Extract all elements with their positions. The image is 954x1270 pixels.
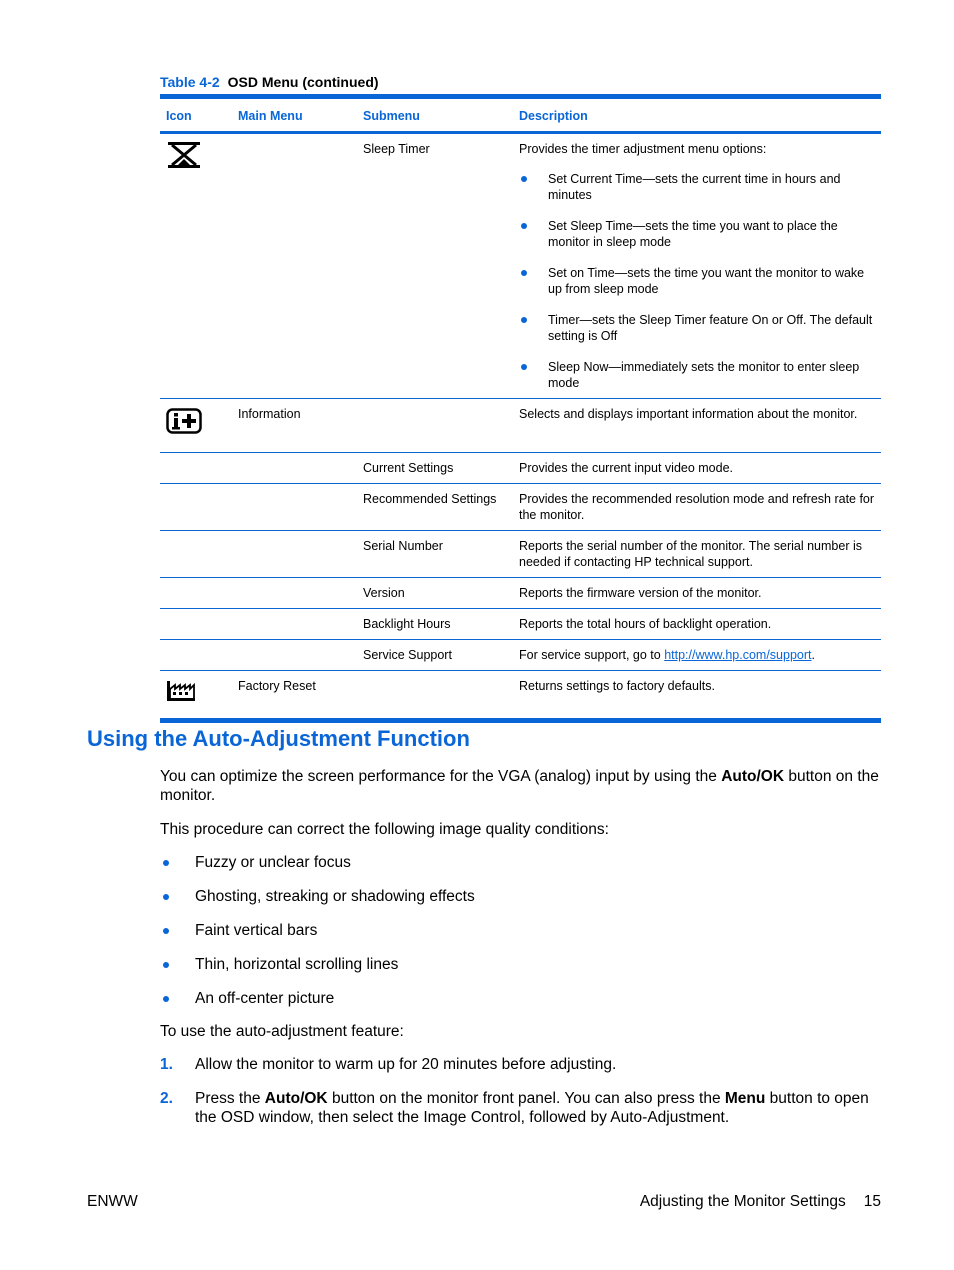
table-row-factory-reset [160,671,881,721]
submenu-sleep-timer: Sleep Timer [363,142,430,156]
footer-chapter: Adjusting the Monitor Settings [639,1193,846,1210]
main-menu-factory-reset: Factory Reset [232,671,357,721]
main-menu-information: Information [232,399,357,453]
header-icon: Icon [160,97,232,133]
list-item: Set on Time—sets the time you want the monitor to wake up from sleep mode [519,265,875,297]
list-item: Faint vertical bars [160,921,475,955]
table-row [160,531,881,578]
table-title: OSD Menu (continued) [227,74,379,90]
list-item: Thin, horizontal scrolling lines [160,955,475,989]
row-description: Reports the serial number of the monitor. The serial number is needed if contacting HP technical support. [513,531,881,578]
submenu-serial-number: Serial Number [357,531,513,578]
table-row [160,578,881,609]
list-item: Set Current Time—sets the current time in hours and minutes [519,171,875,203]
osd-menu-table [160,94,881,723]
factory-reset-description: Returns settings to factory defaults. [513,671,881,721]
submenu-service-support: Service Support [357,640,513,671]
intro-paragraph: You can optimize the screen performance for the VGA (analog) input by using the Auto/OK button on the monitor. [160,768,879,804]
conditions-list [160,853,475,1023]
procedure-steps [160,1055,882,1142]
table-row [160,453,881,484]
sleep-timer-description [513,133,881,399]
sleep-timer-icon-cell [160,133,232,399]
page-number: 15 [863,1193,881,1210]
header-submenu: Submenu [357,97,513,133]
sleep-timer-intro: Provides the timer adjustment menu options: [519,142,767,156]
table-row-service-support [160,640,881,671]
table-caption [160,74,379,90]
header-description: Description [513,97,881,133]
list-item: An off-center picture [160,989,475,1023]
submenu-recommended-settings: Recommended Settings [357,484,513,531]
factory-reset-icon-cell [160,671,232,721]
information-description: Selects and displays important information about the monitor. [513,399,881,453]
row-description: Reports the firmware version of the monitor. [513,578,881,609]
list-item: Ghosting, streaking or shadowing effects [160,887,475,921]
procedure-paragraph: To use the auto-adjustment feature: [160,1023,404,1040]
table-row-information [160,399,881,453]
service-support-description: For service support, go to http://www.hp.com/support. [513,640,881,671]
submenu-backlight-hours: Backlight Hours [357,609,513,640]
table-row [160,609,881,640]
table-header-row [160,97,881,133]
list-item: Sleep Now—immediately sets the monitor to enter sleep mode [519,359,875,391]
sleep-timer-icon [166,141,202,169]
header-main-menu: Main Menu [232,97,357,133]
list-item: Timer—sets the Sleep Timer feature On or Off. The default setting is Off [519,312,875,344]
table-number: Table 4-2 [160,74,220,90]
conditions-paragraph: This procedure can correct the following image quality conditions: [160,821,609,838]
row-description: Provides the recommended resolution mode and refresh rate for the monitor. [513,484,881,531]
hp-support-link[interactable]: http://www.hp.com/support [664,648,812,662]
submenu-current-settings: Current Settings [357,453,513,484]
step-1: 1. Allow the monitor to warm up for 20 minutes before adjusting. [160,1056,617,1073]
factory-reset-icon [166,678,196,702]
row-description: Provides the current input video mode. [513,453,881,484]
row-description: Reports the total hours of backlight operation. [513,609,881,640]
footer-left: ENWW [87,1193,138,1210]
section-title: Using the Auto-Adjustment Function [87,726,470,751]
step-2: 2. Press the Auto/OK button on the monitor front panel. You can also press the Menu button to open the OSD window, then select the Image Control, followed by Auto-Adjustment. [160,1090,869,1126]
table-row [160,484,881,531]
information-icon-cell [160,399,232,453]
list-item: Set Sleep Time—sets the time you want to place the monitor in sleep mode [519,218,875,250]
table-row-sleep-timer [160,133,881,399]
list-item: Fuzzy or unclear focus [160,853,475,887]
submenu-version: Version [357,578,513,609]
footer-right [640,1193,881,1211]
sleep-timer-options [519,171,875,391]
information-icon [166,408,202,434]
